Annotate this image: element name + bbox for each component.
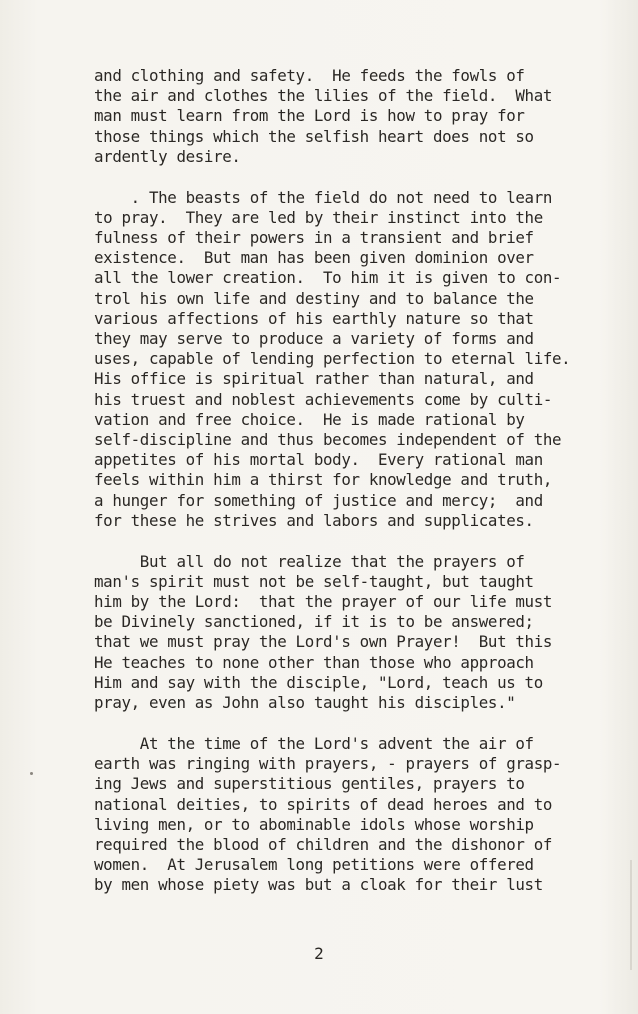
text-line: required the blood of children and the dishonor of bbox=[94, 834, 553, 854]
text-line: ardently desire. bbox=[94, 146, 241, 166]
text-line: He teaches to none other than those who approach bbox=[94, 652, 534, 672]
text-line: all the lower creation. To him it is given to con- bbox=[94, 268, 562, 288]
text-line: the air and clothes the lilies of the field. What bbox=[94, 86, 553, 106]
paragraph-3 bbox=[94, 552, 634, 714]
text-line: feels within him a thirst for knowledge and truth, bbox=[94, 470, 553, 490]
text-line: uses, capable of lending perfection to eternal life. bbox=[94, 349, 571, 369]
text-line: those things which the selfish heart does not so bbox=[94, 126, 534, 146]
text-line: Him and say with the disciple, "Lord, teach us to bbox=[94, 672, 543, 692]
text-line: that we must pray the Lord's own Prayer! But this bbox=[94, 632, 553, 652]
text-line: pray, even as John also taught his disciples." bbox=[94, 693, 516, 713]
paragraph-4 bbox=[94, 734, 634, 896]
text-line: fulness of their powers in a transient and brief bbox=[94, 228, 534, 248]
text-line: ing Jews and superstitious gentiles, prayers to bbox=[94, 774, 525, 794]
text-line: But all do not realize that the prayers of bbox=[94, 551, 525, 571]
text-line: they may serve to produce a variety of forms and bbox=[94, 329, 534, 349]
text-line: women. At Jerusalem long petitions were offered bbox=[94, 855, 534, 875]
text-line: At the time of the Lord's advent the air of bbox=[94, 734, 534, 754]
text-line: vation and free choice. He is made rational by bbox=[94, 409, 525, 429]
text-line: and clothing and safety. He feeds the fowls of bbox=[94, 66, 525, 85]
text-line: His office is spiritual rather than natural, and bbox=[94, 369, 534, 389]
text-line: appetites of his mortal body. Every rational man bbox=[94, 450, 543, 470]
text-line: earth was ringing with prayers, - prayers of grasp- bbox=[94, 754, 562, 774]
text-line: various affections of his earthly nature so that bbox=[94, 308, 534, 328]
page-number: 2 bbox=[314, 944, 324, 963]
paragraph-2 bbox=[94, 188, 634, 531]
text-line: a hunger for something of justice and mercy; and bbox=[94, 490, 543, 510]
body-text bbox=[94, 66, 634, 916]
text-line: by men whose piety was but a cloak for their lust bbox=[94, 875, 543, 895]
text-line: trol his own life and destiny and to balance the bbox=[94, 288, 534, 308]
scan-speck bbox=[30, 772, 33, 775]
text-line: be Divinely sanctioned, if it is to be answered; bbox=[94, 612, 534, 632]
text-line: living men, or to abominable idols whose worship bbox=[94, 814, 534, 834]
text-line: his truest and noblest achievements come by culti- bbox=[94, 389, 553, 409]
text-line: self-discipline and thus becomes independent of the bbox=[94, 429, 562, 449]
text-line: to pray. They are led by their instinct into the bbox=[94, 207, 543, 227]
text-line: man's spirit must not be self-taught, but taught bbox=[94, 571, 534, 591]
text-line: him by the Lord: that the prayer of our life must bbox=[94, 592, 553, 612]
text-line: . The beasts of the field do not need to learn bbox=[94, 187, 553, 207]
text-line: man must learn from the Lord is how to pray for bbox=[94, 106, 525, 126]
paragraph-1 bbox=[94, 66, 634, 167]
text-line: national deities, to spirits of dead heroes and to bbox=[94, 794, 553, 814]
text-line: existence. But man has been given dominion over bbox=[94, 248, 534, 268]
text-line: for these he strives and labors and supplicates. bbox=[94, 510, 534, 530]
